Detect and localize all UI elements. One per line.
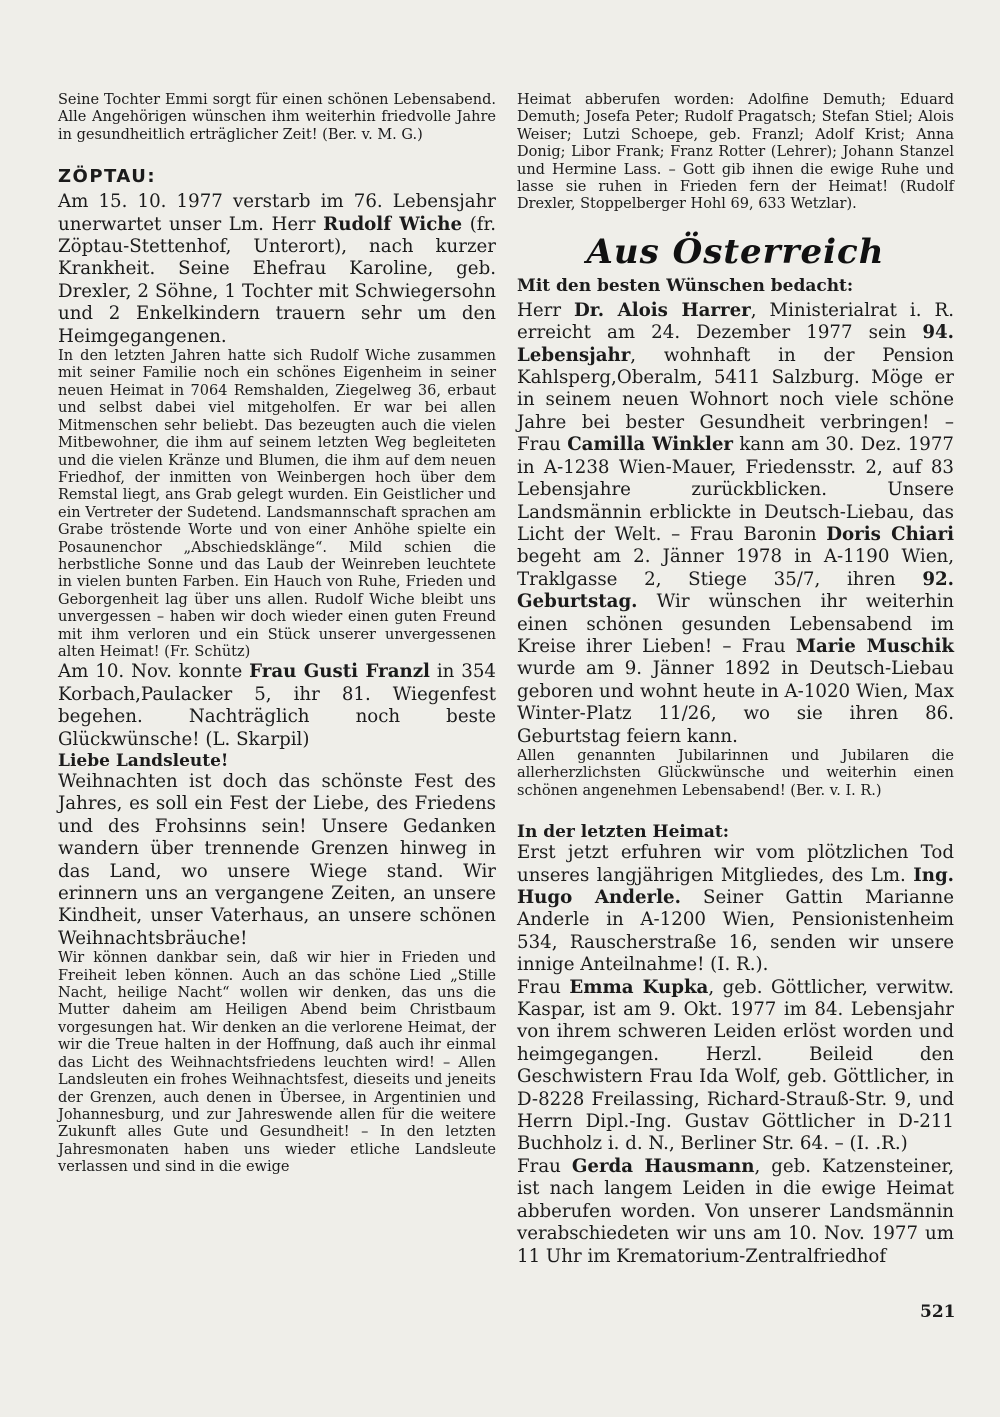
franzl-birthday	[58, 661, 496, 751]
kupka-name: Emma Kupka	[569, 976, 709, 998]
kupka-text-1: Frau	[517, 976, 570, 998]
anderle-obituary	[517, 842, 954, 976]
anderle-name: Ing. Hugo Anderle.	[517, 864, 954, 908]
wiche-text-2: (fr. Zöptau-Stettenhof, Unterort), nach kurzer Krankheit. Seine Ehefrau Karoline, geb. Drexler, 2 Söhne, 1 Tochter mit Schwiegersohn und 2 Enkelkindern trauern sehr um den Heimgegangenen.	[58, 213, 496, 347]
wishes-text-7: wurde am 9. Jänner 1892 in Deutsch-Liebau geboren und wohnt heute in A-1020 Wien, Max Winter-Platz 11/26, wo sie ihren 86. Geburtstag feiern kann.	[517, 658, 954, 747]
chiari-birthday: 92. Geburtstag.	[517, 568, 954, 613]
page-number: 521	[920, 1302, 956, 1322]
muschik-name: Marie Muschik	[795, 635, 954, 657]
wiche-name: Rudolf Wiche	[323, 213, 463, 235]
zoeptau-heading: ZÖPTAU:	[58, 166, 157, 188]
hausmann-text-2: , geb. Katzensteiner, ist nach langem Leiden in die ewige Heimat abberufen worden. Von unserer Landsmännin verabschiedeten wir uns am 10. Nov. 1977 um 11 Uhr im Krematorium-Zentralfriedhof	[517, 1155, 954, 1267]
section-title: Aus Österreich	[586, 231, 885, 272]
wishes-heading: Mit den besten Wünschen bedacht:	[517, 275, 854, 296]
right-column	[517, 92, 954, 1268]
wishes-text-3: , wohnhaft in der Pension Kahlsperg,Oberalm, 5411 Salzburg. Möge er in seinem neuen Wohnort noch viele schöne Jahre bei bester Gesundheit verbringen! – Frau	[517, 344, 954, 456]
wishes-text-4: kann am 30. Dez. 1977 in A-1238 Wien-Mauer, Friedensstr. 2, auf 83 Lebensjahre zurückblicken. Unsere Landsmännin erblickte in Deutsch-Liebau, das Licht der Welt. – Frau Baronin	[517, 434, 954, 545]
winkler-name: Camilla Winkler	[567, 434, 734, 456]
franzl-text-1: Am 10. Nov. konnte	[58, 661, 250, 683]
landsleute-detail: Wir können dankbar sein, daß wir hier in Frieden und Freiheit leben können. Auch an das schöne Lied „Stille Nacht, heilige Nacht“ wollen wir denken, das uns die Mutter daheim am Heiligen Abend beim Christbaum vorgesungen hat. Wir denken an die verlorene Heimat, der wir die Treue halten in der Hoffnung, daß auch ihr einmal das Licht des Weihnachtsfriedens leuchten wird! – Allen Landsleuten ein frohes Weihnachtsfest, dieseits und jeneits der Grenzen, auch denen in Übersee, in Argentinien und Johannesburg, und zur Jahreswende allen für die weitere Zukunft alles Gute und Gesundheit! – In den letzten Jahresmonaten haben uns wieder etliche Landsleute verlassen und sind in die ewige	[58, 950, 496, 1176]
wishes-closing: Allen genannten Jubilarinnen und Jubilaren die allerherzlichsten Glückwünsche und weiterhin einen schönen angenehmen Lebensabend! (Ber. v. I. R.)	[517, 747, 954, 799]
franzl-text-2: in 354 Korbach,Paulacker 5, ihr 81. Wiegenfest begehen. Nachträglich noch beste Glückwünsche! (L. Skarpil)	[58, 661, 496, 750]
wishes-text-2: , Ministerialrat i. R. erreicht am 24. Dezember 1977 sein	[517, 299, 955, 344]
kupka-obituary	[517, 977, 954, 1156]
wishes-paragraph	[517, 300, 954, 748]
wiche-detail: In den letzten Jahren hatte sich Rudolf Wiche zusammen mit seiner Familie noch ein schönes Eigenheim in seiner neuen Heimat in 7064 Remshalden, Ziegelweg 36, erbaut und selbst dabei viel mitgeholfen. Er war bei allen Mitmenschen sehr beliebt. Das bezeugten auch die vielen Mitbewohner, die ihm auf seinem letzten Weg begleiteten und die vielen Kränze und Blumen, die ihm auf dem neuen Friedhof, der inmitten von Weinbergen hoch über dem Remstal liegt, ans Grab gelegt wurden. Ein Geistlicher und ein Vertreter der Sudetend. Landsmannschaft sprachen am Grabe tröstende Worte und von einer Anhöhe spielte ein Posaunenchor „Abschiedsklänge“. Mild schien die herbstliche Sonne und das Laub der Weinreben leuchtete in vielen bunten Farben. Ein Hauch von Ruhe, Frieden und Geborgenheit lag über uns allen. Rudolf Wiche bleibt uns unvergessen – haben wir doch wieder einen guten Freund mit ihm verloren und ein Stück unserer unvergessenen alten Heimat! (Fr. Schütz)	[58, 348, 496, 660]
continuation-paragraph: Heimat abberufen worden: Adolfine Demuth; Eduard Demuth; Josefa Peter; Rudolf Pragatsch; Stefan Stiel; Alois Weiser; Lutzi Schoepe, geb. Franzl; Adolf Krist; Anna Donig; Libor Frank; Franz Rotter (Lehrer); Johann Stanzel und Hermine Lass. – Gott gib ihnen die ewige Ruhe und lasse sie ruhen in Frieden fern der Heimat! (Rudolf Drexler, Stoppelberger Hohl 69, 633 Wetzlar).	[517, 92, 954, 213]
hausmann-text-1: Frau	[517, 1155, 572, 1177]
wiche-obituary	[58, 191, 496, 348]
kupka-text-2: , geb. Göttlicher, verwitw. Kaspar, ist am 9. Okt. 1977 im 84. Lebensjahr von ihrem schweren Leiden erlöst worden und heimgegangen. Herzl. Beileid den Geschwistern Frau Ida Wolf, geb. Göttlicher, in D-8228 Freilassing, Richard-Strauß-Str. 9, und Herrn Dipl.-Ing. Gustav Göttlicher in D-211 Buchholz i. d. N., Berliner Str. 64. – (I. .R.)	[517, 976, 954, 1155]
intro-paragraph: Seine Tochter Emmi sorgt für einen schönen Lebensabend. Alle Angehörigen wünschen ihm weiterhin friedvolle Jahre in gesundheitlich erträglicher Zeit! (Ber. v. M. G.)	[58, 92, 496, 143]
hausmann-obituary	[517, 1156, 954, 1268]
chiari-name: Doris Chiari	[826, 523, 954, 545]
landsleute-paragraph: Weihnachten ist doch das schönste Fest des Jahres, es soll ein Fest der Liebe, des Friedens und des Frohsinns sein! Unsere Gedanken wandern über trennende Grenzen hinweg in das Land, wo unsere Wiege stand. Wir erinnern uns an vergangene Zeiten, an unsere Kindheit, unser Vaterhaus, an unsere schönen Weihnachtsbräuche!	[58, 771, 496, 949]
harrer-age: 94. Lebensjahr	[517, 322, 954, 366]
wishes-text-5: begeht am 2. Jänner 1978 in A-1190 Wien, Traklgasse 2, Stiege 35/7, ihren	[517, 546, 954, 590]
wiche-text-1: Am 15. 10. 1977 verstarb im 76. Lebensjahr unerwartet unser Lm. Herr	[58, 191, 496, 235]
landsleute-heading: Liebe Landsleute!	[58, 751, 229, 771]
anderle-text-1: Erst jetzt erfuhren wir vom plötzlichen Tod unseres langjährigen Mitgliedes, des Lm.	[517, 842, 954, 886]
anderle-text-2: Seiner Gattin Marianne Anderle in A-1200 Wien, Pensionistenheim 534, Rauscherstraße 16, senden wir unsere innige Anteilnahme! (I. R.).	[517, 887, 954, 976]
hausmann-name: Gerda Hausmann	[571, 1155, 755, 1177]
harrer-name: Dr. Alois Harrer	[574, 299, 751, 321]
franzl-name: Frau Gusti Franzl	[249, 661, 430, 683]
wishes-text-6: Wir wünschen ihr weiterhin einen schönen gesunden Lebensabend im Kreise ihrer Lieben! – Frau	[517, 591, 954, 657]
wishes-text-1: Herr	[517, 299, 575, 321]
left-column	[58, 92, 496, 1177]
heimat-heading: In der letzten Heimat:	[517, 822, 730, 843]
